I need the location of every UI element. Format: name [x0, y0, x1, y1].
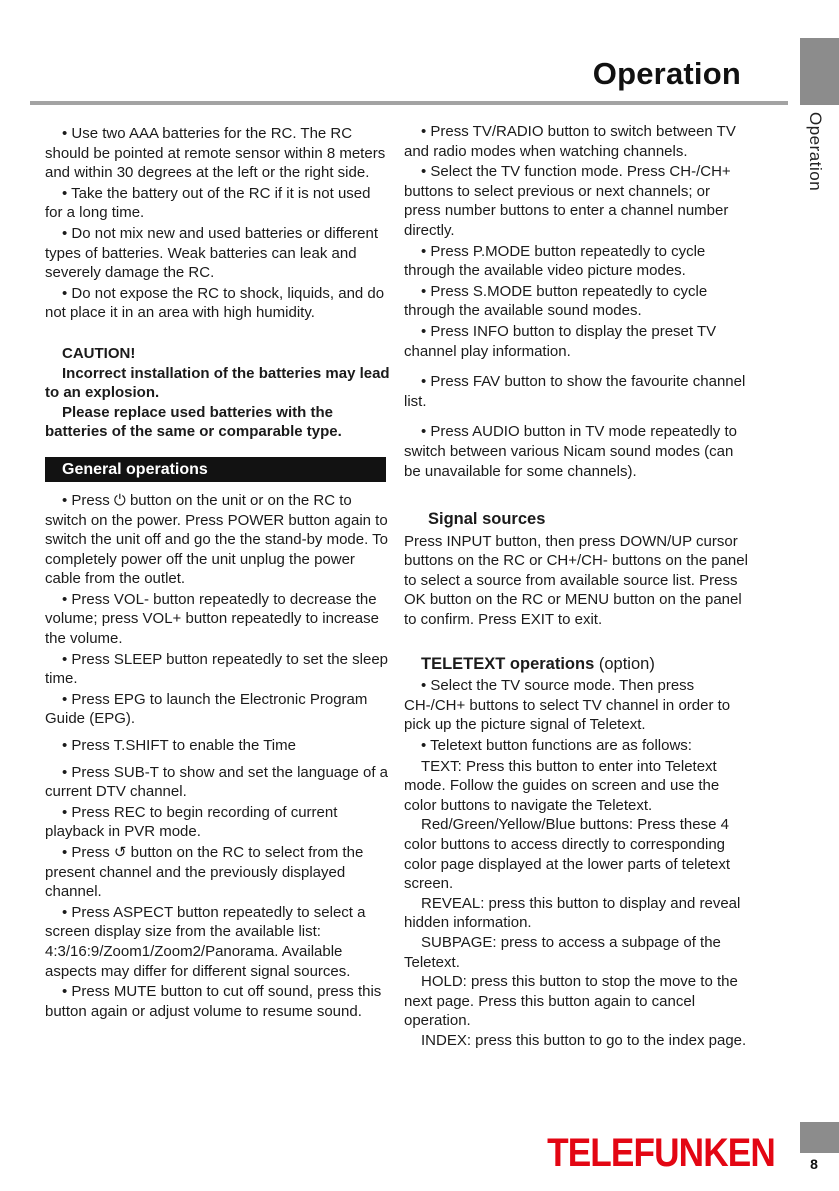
bullet-paragraph: • Press P.MODE button repeatedly to cycle through the available video picture modes. [404, 242, 706, 280]
bullet-paragraph: • Press AUDIO button in TV mode repeatedly to switch between various Nicam sound modes (can be unavailable for some channels). [404, 423, 737, 480]
bullet-paragraph: • Press SUB-T to show and set the language of a current DTV channel. [45, 763, 388, 801]
general-operations-list-2 [45, 736, 391, 756]
footer-tab [800, 1122, 839, 1153]
teletext-function-paragraph: INDEX: press this button to go to the index page. [421, 1031, 747, 1049]
bullet-paragraph: • Select the TV function mode. Press CH-/CH+ buttons to select previous or next channels; or press number buttons to enter a channel number directly. [404, 163, 731, 239]
general-operations-list-3 [45, 763, 391, 1022]
bullet-paragraph: • Press SLEEP button repeatedly to set the sleep time. [45, 650, 389, 688]
signal-sources-body: Press INPUT button, then press DOWN/UP cursor buttons on the RC or CH+/CH- buttons on the panel to select a source from available source list. Press OK button on the RC or MENU button on the panel to confirm. Press EXIT to exit. [404, 532, 748, 629]
bullet-paragraph: • Press FAV button to show the favourite channel list. [404, 373, 746, 410]
teletext-function-paragraph: Red/Green/Yellow/Blue buttons: Press these 4 color buttons to access directly to corresponding color page displayed at the lower parts of teletext screen. [404, 816, 731, 893]
left-column [45, 124, 391, 1022]
teletext-function-paragraph: HOLD: press this button to stop the move to the next page. Press this button again to cancel operation. [404, 973, 738, 1030]
side-tab-label: Operation [806, 112, 825, 192]
section-header-general-operations [45, 457, 386, 482]
bullet-paragraph: • Press TV/RADIO button to switch between TV and radio modes when watching channels. [404, 123, 736, 160]
bullet-paragraph: • Press EPG to launch the Electronic Program Guide (EPG). [45, 690, 368, 728]
signal-sources-title: Signal sources [428, 510, 546, 529]
brand-logo: TELEFUNKEN [547, 1131, 775, 1175]
page-title: Operation [592, 56, 741, 91]
teletext-section [404, 655, 749, 1051]
right-column [404, 122, 749, 1051]
caution-block [45, 344, 391, 442]
side-tab [800, 38, 839, 105]
bullet-paragraph: • Do not mix new and used batteries or different types of batteries. Weak batteries can leak and severely damage the RC. [45, 224, 378, 282]
section-header-label: General operations [62, 460, 208, 478]
teletext-title-main: TELETEXT operations [421, 654, 595, 673]
page-number: 8 [810, 1156, 818, 1172]
bullet-paragraph: • Take the battery out of the RC if it is not used for a long time. [45, 184, 371, 222]
bullet-paragraph: • Press MUTE button to cut off sound, press this button again or adjust volume to resume sound. [45, 983, 382, 1020]
header-rule [30, 101, 788, 105]
battery-instructions-list [45, 124, 391, 323]
teletext-function-paragraph: TEXT: Press this button to enter into Teletext mode. Follow the guides on screen and use the color buttons to navigate the Teletext. [404, 757, 720, 814]
signal-sources-section [404, 510, 749, 630]
caution-text: Incorrect installation of the batteries may lead to an explosion. [45, 364, 390, 402]
bullet-paragraph: • Teletext button functions are as follows: [421, 737, 692, 755]
fav-instruction [404, 372, 749, 411]
bullet-paragraph: • Do not expose the RC to shock, liquids, and do not place it in an area with high humidity. [45, 284, 385, 322]
bullet-paragraph: • Press S.MODE button repeatedly to cycle through the available sound modes. [404, 282, 708, 320]
teletext-function-list [404, 757, 749, 1051]
bullet-paragraph: • Press VOL- button repeatedly to decrease the volume; press VOL+ button repeatedly to increase the volume. [45, 590, 379, 648]
caution-text-list [45, 364, 391, 442]
caution-title: CAUTION! [62, 344, 136, 362]
audio-instruction [404, 422, 749, 481]
teletext-title [421, 655, 749, 675]
tv-mode-instructions-list [404, 122, 749, 361]
bullet-paragraph: • Press REC to begin recording of current playback in PVR mode. [45, 803, 338, 841]
teletext-bullet-list [404, 676, 749, 755]
bullet-paragraph: • Press T.SHIFT to enable the Time [62, 737, 296, 755]
general-operations-list-1 [45, 491, 391, 729]
bullet-paragraph: • Select the TV source mode. Then press CH-/CH+ buttons to select TV channel in order to pick up the picture signal of Teletext. [404, 677, 731, 734]
bullet-paragraph: • Press INFO button to display the preset TV channel play information. [404, 322, 717, 360]
bullet-paragraph: • Press ↺ button on the RC to select from the present channel and the previously displayed channel. [45, 844, 364, 901]
bullet-paragraph: • Use two AAA batteries for the RC. The RC should be pointed at remote sensor within 8 meters and within 30 degrees at the left or the right side. [45, 125, 386, 182]
caution-text: Please replace used batteries with the batteries of the same or comparable type. [45, 403, 342, 441]
bullet-paragraph: • Press ASPECT button repeatedly to select a screen display size from the available list: 4:3/16:9/Zoom1/Zoom2/Panorama. Available aspects may differ for different signal sources. [45, 903, 366, 980]
teletext-title-option: (option) [594, 654, 655, 673]
bullet-paragraph: • Press ⏻ button on the unit or on the RC to switch on the power. Press POWER button again to switch the unit off and go the the stand-by mode. To completely power off the unit unplug the power cable from the outlet. [45, 491, 389, 588]
teletext-function-paragraph: REVEAL: press this button to display and reveal hidden information. [404, 894, 741, 932]
teletext-function-paragraph: SUBPAGE: press to access a subpage of the Teletext. [404, 933, 721, 971]
